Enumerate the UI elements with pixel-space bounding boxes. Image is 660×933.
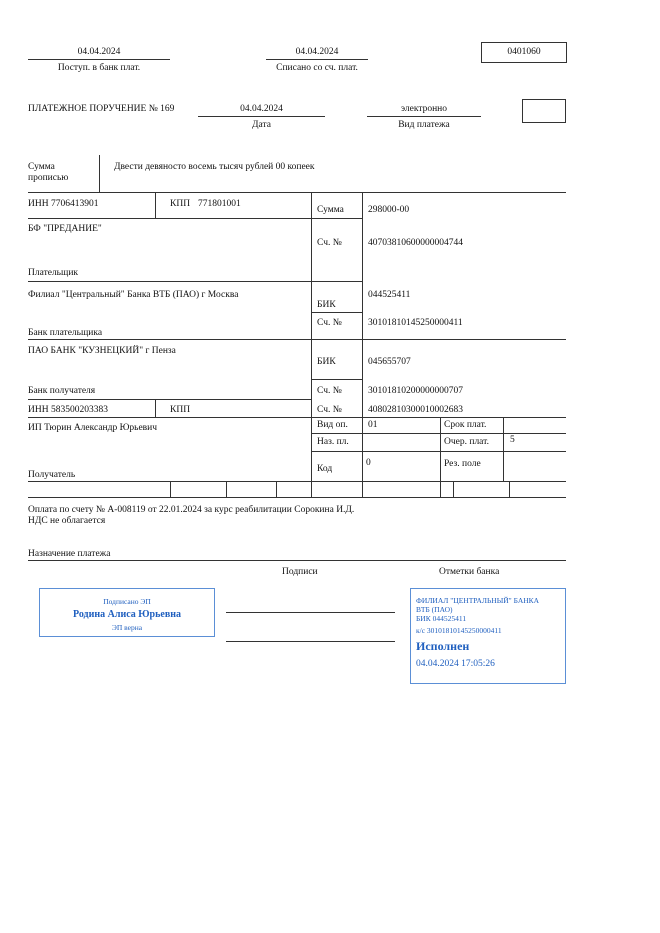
divider — [311, 433, 566, 434]
reserve-label: Рез. поле — [444, 459, 481, 469]
bank-marks-label: Отметки банка — [439, 567, 500, 577]
divider — [226, 481, 227, 497]
order-title: ПЛАТЕЖНОЕ ПОРУЧЕНИЕ № 169 — [28, 104, 175, 114]
divider — [198, 116, 325, 117]
bank-stamp-status: Исполнен — [416, 639, 470, 653]
divider — [311, 379, 362, 380]
payment-type-label: Вид платежа — [398, 120, 450, 130]
amount-words-label: Сумма — [28, 162, 55, 172]
debited-label: Списано со сч. плат. — [276, 63, 358, 73]
payment-type-code-box — [522, 99, 566, 123]
divider — [266, 59, 368, 60]
purpose-code-label: Наз. пл. — [317, 437, 349, 447]
divider — [311, 312, 362, 313]
amount-value: 298000-00 — [368, 205, 410, 215]
payer-inn: ИНН 7706413901 — [28, 199, 99, 209]
divider — [28, 399, 311, 400]
divider — [28, 497, 566, 498]
payee-account: 40802810300010002683 — [368, 405, 463, 415]
queue-value: 5 — [510, 435, 515, 445]
divider — [28, 560, 566, 561]
signature-line — [226, 641, 395, 642]
payer-bank-label: Банк плательщика — [28, 328, 103, 338]
bank-stamp-bik: БИК 044525411 — [416, 614, 467, 623]
bank-stamp-line: ВТБ (ПАО) — [416, 605, 453, 614]
amount-label: Сумма — [317, 205, 344, 215]
divider — [155, 192, 156, 218]
divider — [28, 59, 170, 60]
divider — [453, 481, 454, 497]
payee-name: ИП Тюрин Александр Юрьевич — [28, 423, 158, 433]
term-label: Срок плат. — [444, 420, 487, 430]
divider — [28, 218, 311, 219]
signer-name: Родина Алиса Юрьевна — [72, 609, 182, 620]
payer-name: БФ "ПРЕДАНИЕ" — [28, 224, 102, 234]
payer-bank-account: 30101810145250000411 — [368, 318, 463, 328]
amount-words: Двести девяносто восемь тысяч рублей 00 копеек — [114, 162, 315, 172]
bank-received-date: 04.04.2024 — [77, 47, 121, 57]
divider — [28, 417, 566, 418]
amount-words-label: прописью — [28, 173, 69, 183]
payer-kpp: 771801001 — [198, 199, 241, 209]
signature-stamp — [39, 588, 215, 637]
order-date-label: Дата — [252, 120, 271, 130]
divider — [311, 192, 312, 497]
order-date: 04.04.2024 — [240, 104, 283, 114]
op-type: 01 — [368, 420, 378, 430]
divider — [440, 417, 441, 497]
payee-bank-bik: 045655707 — [368, 357, 411, 367]
payee-bank-name: ПАО БАНК "КУЗНЕЦКИЙ" г Пенза — [28, 346, 176, 356]
signature-line — [226, 612, 395, 613]
payee-inn: ИНН 583500203383 — [28, 405, 108, 415]
code-value: 0 — [366, 458, 371, 468]
purpose-line: Оплата по счету № А-008119 от 22.01.2024 за курс реабилитации Сорокина И.Д. — [28, 505, 355, 515]
divider — [311, 451, 566, 452]
signatures-label: Подписи — [282, 567, 318, 577]
divider — [276, 481, 277, 497]
bank-stamp-ks: к/с 30101810145250000411 — [416, 626, 502, 635]
form-code: 0401060 — [481, 42, 567, 63]
payee-bank-account: 30101810200000000707 — [368, 386, 463, 396]
payer-bank-name: Филиал "Центральный" Банка ВТБ (ПАО) г Москва — [28, 290, 239, 300]
payee-kpp-label: КПП — [170, 405, 191, 415]
divider — [311, 218, 362, 219]
payer-bank-bik: 044525411 — [368, 290, 411, 300]
queue-label: Очер. плат. — [444, 437, 489, 447]
payer-account: 40703810600000004744 — [368, 238, 463, 248]
code-label: Код — [317, 464, 333, 474]
bank-stamp — [410, 588, 566, 684]
bank-stamp-datetime: 04.04.2024 17:05:26 — [416, 659, 495, 669]
bank-stamp-line: ФИЛИАЛ "ЦЕНТРАЛЬНЫЙ" БАНКА — [416, 596, 540, 605]
payee-account-label: Сч. № — [317, 405, 342, 415]
op-type-label: Вид оп. — [317, 420, 348, 430]
purpose-line: НДС не облагается — [28, 516, 106, 526]
divider — [155, 399, 156, 417]
divider — [28, 339, 566, 340]
payer-label: Плательщик — [28, 268, 79, 278]
payer-bank-bik-label: БИК — [317, 300, 336, 310]
payee-bank-label: Банк получателя — [28, 386, 96, 396]
payer-account-label: Сч. № — [317, 238, 342, 248]
divider — [362, 192, 363, 497]
divider — [509, 481, 510, 497]
payee-label: Получатель — [28, 470, 76, 480]
signature-valid: ЭП верна — [111, 623, 143, 632]
payer-kpp-label: КПП — [170, 199, 191, 209]
divider — [367, 116, 481, 117]
payment-type: электронно — [400, 104, 448, 114]
bank-received-label: Поступ. в банк плат. — [57, 63, 141, 73]
divider — [99, 155, 100, 192]
payee-bank-bik-label: БИК — [317, 357, 336, 367]
divider — [170, 481, 171, 497]
purpose-label: Назначение платежа — [28, 549, 111, 559]
divider — [503, 417, 504, 481]
signed-text: Подписано ЭП — [103, 597, 151, 606]
payer-bank-account-label: Сч. № — [317, 318, 342, 328]
divider — [28, 192, 566, 193]
debited-date: 04.04.2024 — [295, 47, 339, 57]
payee-bank-account-label: Сч. № — [317, 386, 342, 396]
divider — [28, 481, 566, 482]
